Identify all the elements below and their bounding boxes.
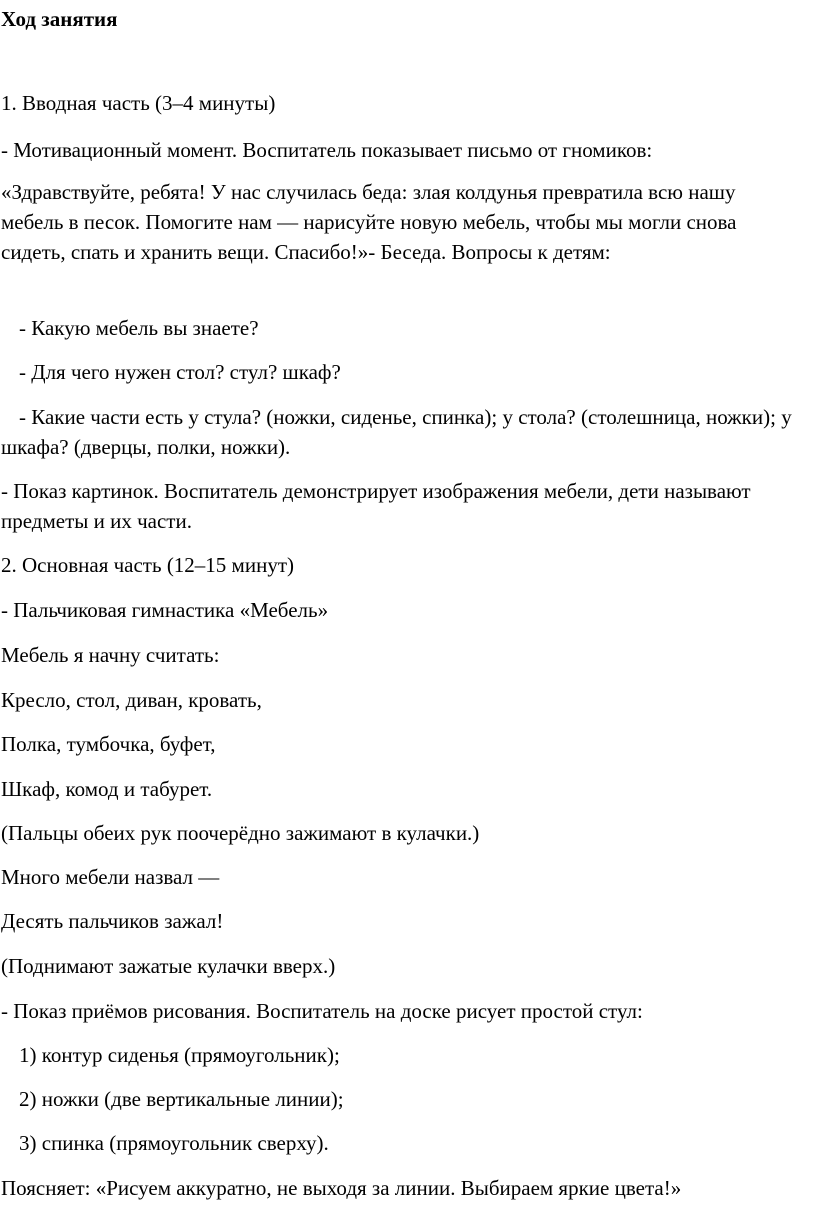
poem-line-6: Десять пальчиков зажал! bbox=[1, 909, 224, 933]
poem-line-2: Кресло, стол, диван, кровать, bbox=[1, 688, 262, 712]
question-1: - Какую мебель вы знаете? bbox=[19, 316, 259, 340]
poem-line-5: Много мебели назвал — bbox=[1, 865, 220, 889]
section-main-title: 2. Основная часть (12–15 минут) bbox=[1, 553, 294, 577]
letter-paragraph: «Здравствуйте, ребята! У нас случилась беда: злая колдунья превратила всю нашу мебель в песок. Помогите нам — нарисуйте новую мебель, чтобы мы могли снова сидеть, спать и хранить вещи. Спасибо!»- Беседа. Вопросы к детям: bbox=[1, 180, 737, 264]
explanation-paragraph: Поясняет: «Рисуем аккуратно, не выходя за линии. Выбираем яркие цвета!» bbox=[1, 1176, 682, 1200]
drawing-demo-paragraph: - Показ приёмов рисования. Воспитатель на доске рисует простой стул: bbox=[1, 999, 643, 1023]
section-intro-title: 1. Вводная часть (3–4 минуты) bbox=[1, 91, 276, 115]
motivation-paragraph: - Мотивационный момент. Воспитатель показывает письмо от гномиков: bbox=[1, 138, 653, 162]
poem-line-4: Шкаф, комод и табурет. bbox=[1, 777, 213, 801]
poem-line-3: Полка, тумбочка, буфет, bbox=[1, 732, 216, 756]
drawing-step-2: 2) ножки (две вертикальные линии); bbox=[19, 1087, 344, 1111]
question-3: - Какие части есть у стула? (ножки, сиденье, спинка); у стола? (столешница, ножки); у шкафа? (дверцы, полки, ножки). bbox=[1, 405, 792, 459]
poem-instruction-2: (Поднимают зажатые кулачки вверх.) bbox=[1, 954, 336, 978]
pictures-paragraph: - Показ картинок. Воспитатель демонстрирует изображения мебели, дети называют предметы и их части. bbox=[1, 479, 751, 533]
document-heading: Ход занятия bbox=[1, 7, 118, 31]
poem-line-1: Мебель я начну считать: bbox=[1, 643, 220, 667]
drawing-step-1: 1) контур сиденья (прямоугольник); bbox=[19, 1043, 340, 1067]
question-2: - Для чего нужен стол? стул? шкаф? bbox=[19, 360, 341, 384]
finger-gym-title: - Пальчиковая гимнастика «Мебель» bbox=[1, 598, 329, 622]
drawing-step-3: 3) спинка (прямоугольник сверху). bbox=[19, 1131, 329, 1155]
poem-instruction-1: (Пальцы обеих рук поочерёдно зажимают в кулачки.) bbox=[1, 821, 480, 845]
